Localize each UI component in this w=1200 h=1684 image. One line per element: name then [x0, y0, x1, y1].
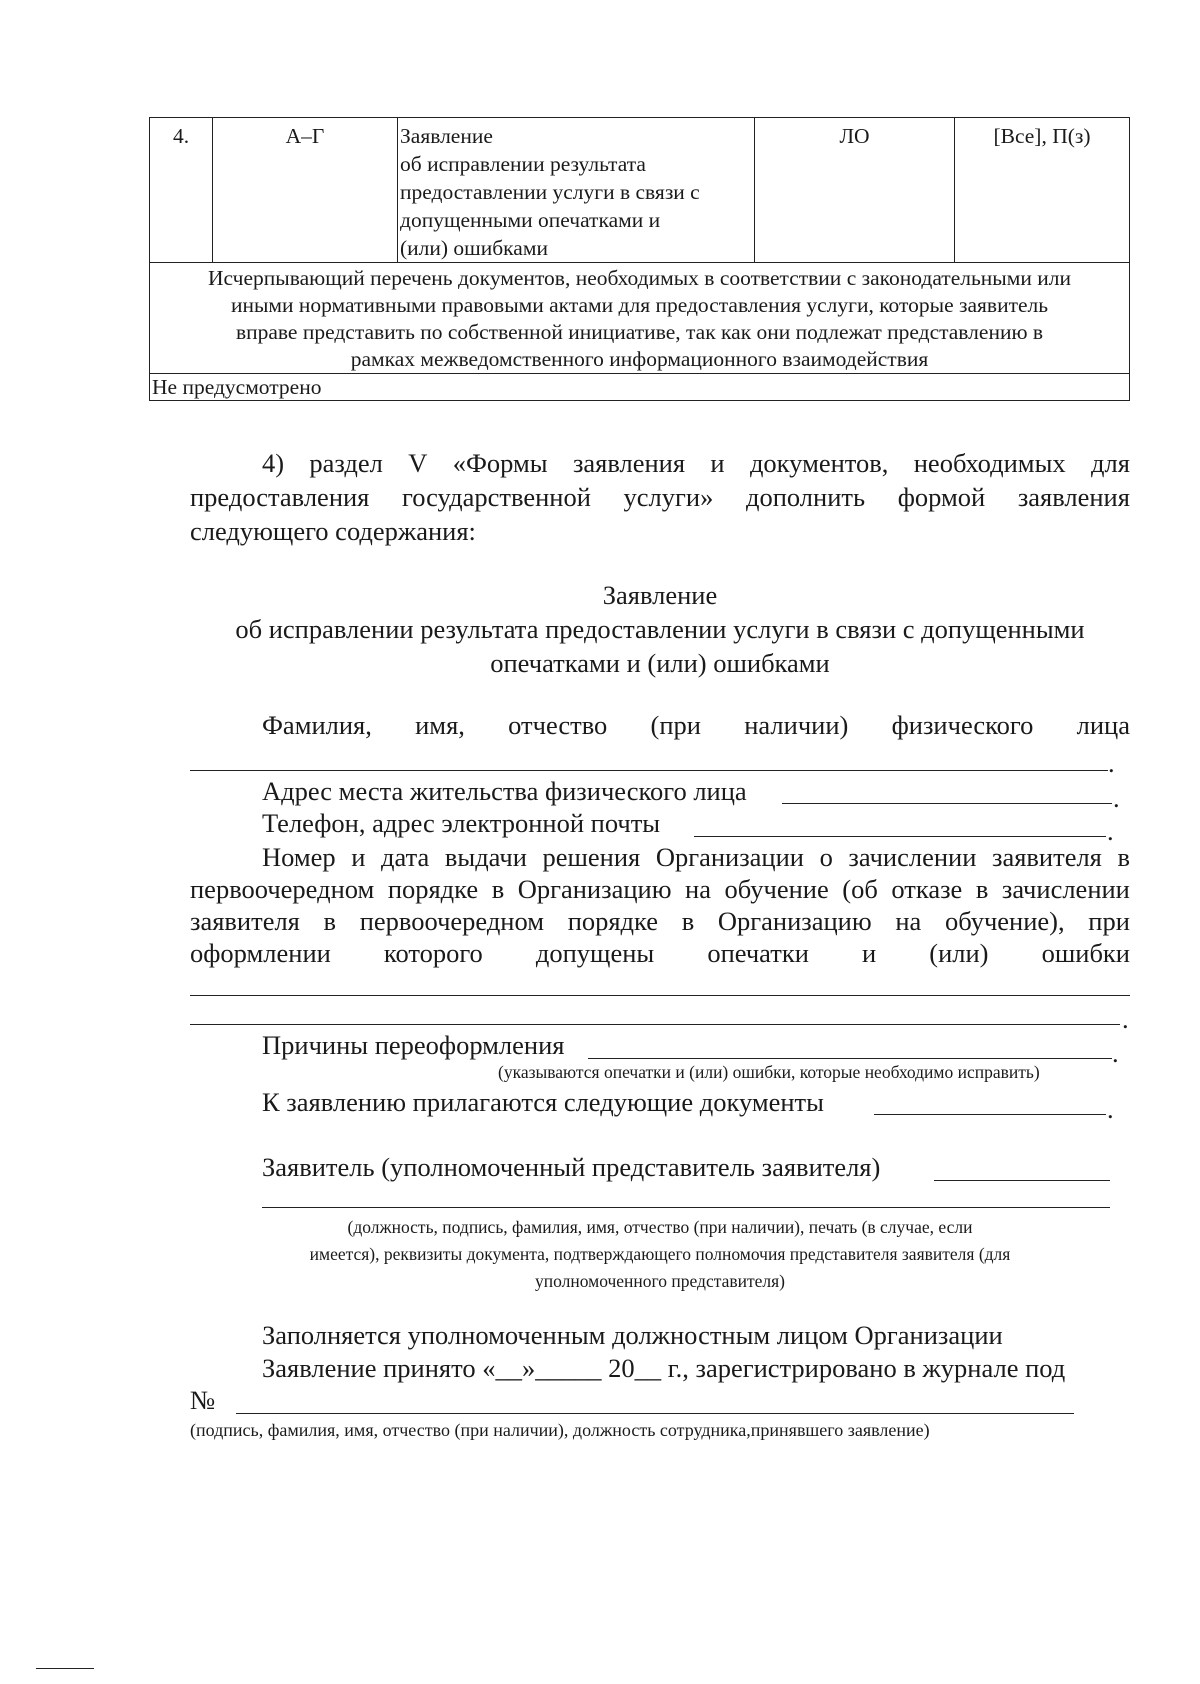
fio-dot: .: [1108, 748, 1115, 778]
address-dot: .: [1113, 783, 1120, 813]
intro-line-3: следующего содержания:: [190, 516, 476, 546]
scan-mark: [36, 1668, 94, 1669]
table-row: [150, 374, 1130, 401]
phone-dot: .: [1107, 816, 1114, 846]
accepted-line: Заявление принято «__»_____ 20__ г., зарегистрировано в журнале под: [262, 1353, 1066, 1383]
word: выдачи: [444, 842, 527, 872]
word: государственной: [402, 482, 591, 512]
official-label: Заполняется уполномоченным должностным лицом Организации: [262, 1320, 1003, 1350]
row-document-line: предоставлении услуги в связи с: [400, 180, 700, 204]
decision-dot: .: [1122, 1004, 1129, 1034]
word: в: [323, 906, 337, 936]
fio-field-line[interactable]: [190, 770, 1108, 771]
row-applicant-type: ЛО: [755, 118, 955, 263]
row-code: А–Г: [213, 118, 398, 263]
signature-hint: (подпись, фамилия, имя, отчество (при наличии), должность сотрудника,принявшего заявление): [190, 1420, 930, 1440]
word: ошибки: [1041, 938, 1130, 968]
word: допущены: [535, 938, 655, 968]
word: необходимых: [913, 448, 1066, 478]
word: о: [819, 842, 833, 872]
word: на: [685, 874, 711, 904]
word: заявителя: [190, 906, 300, 936]
word: в: [681, 906, 695, 936]
word: Организацию: [517, 874, 672, 904]
word: Фамилия,: [262, 710, 372, 740]
word: документов,: [749, 448, 889, 478]
word: заявления: [572, 448, 686, 478]
attachments-field-line[interactable]: [874, 1114, 1106, 1115]
word: 4): [262, 448, 285, 478]
word: услуги»: [623, 482, 714, 512]
word: Номер: [262, 842, 336, 872]
word: порядке: [387, 874, 479, 904]
word: дата: [381, 842, 430, 872]
intro-line-2: [190, 480, 1130, 514]
row-document-line: (или) ошибками: [400, 236, 548, 260]
word: формой: [897, 482, 986, 512]
reasons-label: Причины переоформления: [262, 1030, 565, 1060]
phone-label: Телефон, адрес электронной почты: [262, 808, 661, 838]
reasons-hint: (указываются опечатки и (или) ошибки, которые необходимо исправить): [498, 1062, 1040, 1082]
form-subtitle-line-2: опечатками и (или) ошибками: [490, 648, 830, 678]
word: лица: [1076, 710, 1130, 740]
table-row: [150, 118, 1130, 263]
table-section-header-row: [150, 263, 1130, 374]
section-value: Не предусмотрено: [150, 374, 1130, 401]
row-number: 4.: [150, 118, 213, 263]
decision-field-line-1[interactable]: [190, 995, 1130, 996]
word: и: [861, 938, 877, 968]
word: V: [408, 448, 428, 478]
word: зачислении: [848, 842, 977, 872]
word: (при: [650, 710, 701, 740]
section-header-line: рамках межведомственного информационного взаимодействия: [350, 347, 929, 371]
row-document-line: об исправлении результата: [400, 152, 646, 176]
word: предоставления: [190, 482, 370, 512]
word: на: [895, 906, 922, 936]
word: отказе: [891, 874, 963, 904]
word: которого: [383, 938, 483, 968]
word: заявителя: [992, 842, 1102, 872]
address-label: Адрес места жительства физического лица: [262, 776, 747, 806]
word: опечатки: [707, 938, 809, 968]
word: в: [975, 874, 989, 904]
decision-line-3: [190, 904, 1130, 938]
fio-label: [262, 708, 1130, 742]
word: раздел: [309, 448, 383, 478]
attachments-dot: .: [1107, 1094, 1114, 1124]
word: (об: [842, 874, 878, 904]
decision-line-2: [190, 872, 1130, 906]
applicant-hint-line-1: (должность, подпись, фамилия, имя, отчество (при наличии), печать (в случае, если: [347, 1217, 973, 1237]
word: и: [710, 448, 725, 478]
word: имя,: [415, 710, 465, 740]
word: физического: [891, 710, 1034, 740]
decision-line-4: [190, 936, 1130, 970]
word: порядке: [567, 906, 659, 936]
applicant-label: Заявитель (уполномоченный представитель заявителя): [262, 1152, 881, 1182]
word: заявления: [1017, 482, 1130, 512]
section-header-line: Исчерпывающий перечень документов, необходимых в соответствии с законодательными или: [208, 266, 1071, 290]
applicant-field-line[interactable]: [934, 1180, 1110, 1181]
word: обучение),: [944, 906, 1065, 936]
address-field-line[interactable]: [782, 803, 1112, 804]
word: решения: [542, 842, 641, 872]
word: для: [1090, 448, 1130, 478]
section-header: [150, 263, 1130, 374]
word: Организации: [655, 842, 804, 872]
word: и: [351, 842, 366, 872]
decision-line-1: [262, 840, 1130, 874]
word: наличии): [744, 710, 849, 740]
phone-field-line[interactable]: [694, 836, 1106, 837]
word: «Формы: [452, 448, 548, 478]
form-title: Заявление: [602, 580, 718, 610]
applicant-hint-line-2: имеется), реквизиты документа, подтверждающего полномочия представителя заявителя (для: [309, 1244, 1011, 1264]
row-document-name: [398, 118, 755, 263]
applicant-signature-line[interactable]: [262, 1207, 1110, 1208]
word: первоочередном: [359, 906, 545, 936]
word: в: [491, 874, 505, 904]
intro-line-1: [262, 446, 1130, 480]
registration-number-line[interactable]: [236, 1413, 1074, 1414]
word: в: [1117, 842, 1130, 872]
word: отчество: [508, 710, 608, 740]
form-subtitle-line-1: об исправлении результата предоставлении услуги в связи с допущенными: [235, 614, 1085, 644]
reasons-field-line[interactable]: [588, 1058, 1112, 1059]
word: (или): [929, 938, 989, 968]
word: зачислении: [1001, 874, 1130, 904]
section-header-line: вправе представить по собственной инициативе, так как они подлежат представлению в: [235, 320, 1044, 344]
word: обучение: [724, 874, 829, 904]
number-sign: №: [190, 1385, 216, 1415]
word: Организацию: [717, 906, 872, 936]
word: дополнить: [745, 482, 866, 512]
row-document-line: допущенными опечатками и: [400, 208, 661, 232]
applicant-hint-line-3: уполномоченного представителя): [534, 1271, 786, 1291]
word: первоочередном: [190, 874, 375, 904]
decision-field-line-2[interactable]: [190, 1024, 1120, 1025]
word: оформлении: [190, 938, 331, 968]
services-table: [149, 117, 1130, 401]
row-document-line: Заявление: [400, 124, 493, 148]
word: при: [1088, 906, 1130, 936]
reasons-dot: .: [1112, 1038, 1119, 1068]
row-category: [Все], П(з): [955, 118, 1130, 263]
attachments-label: К заявлению прилагаются следующие документы: [262, 1087, 824, 1117]
section-header-line: иными нормативными правовыми актами для предоставления услуги, которые заявитель: [230, 293, 1049, 317]
